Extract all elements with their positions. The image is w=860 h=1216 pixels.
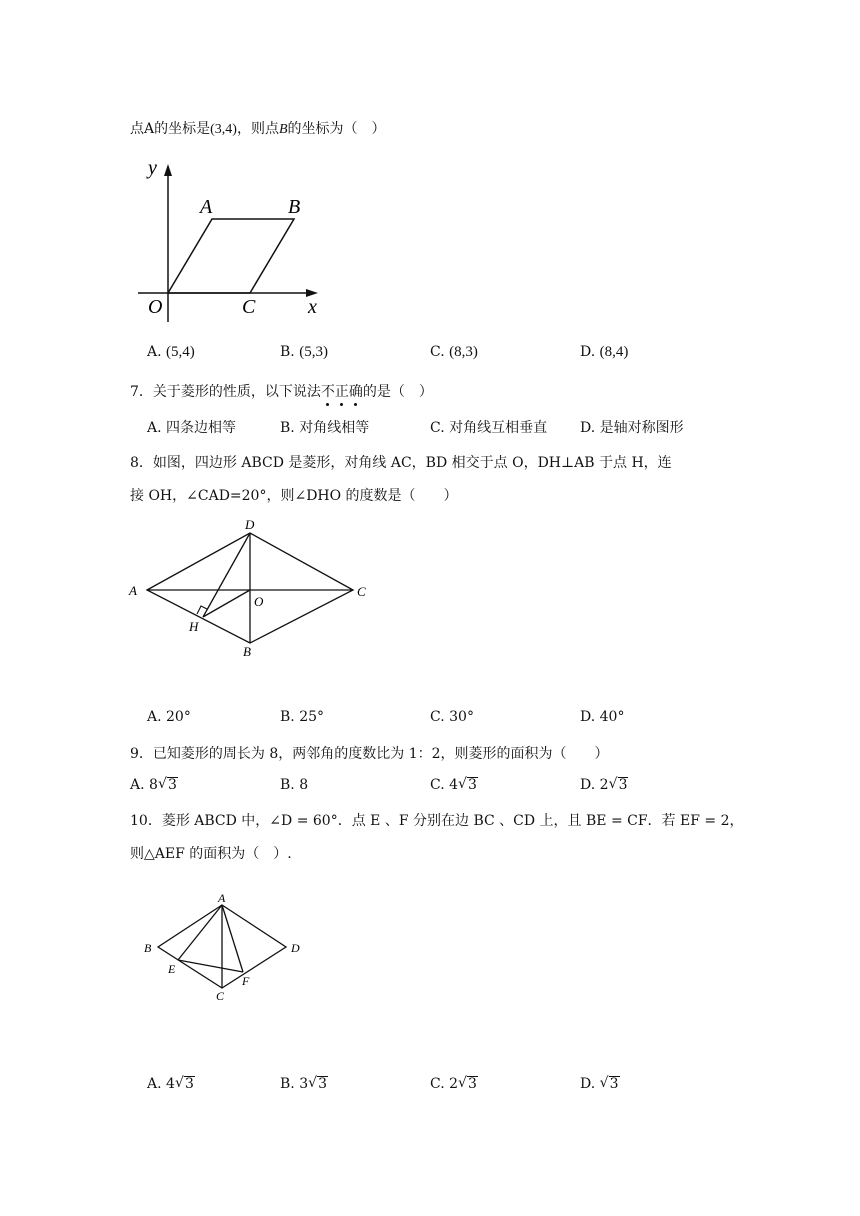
sqrt-sign <box>609 777 629 793</box>
q10-stem-line2: 则△AEF 的面积为（ ）. <box>130 846 292 862</box>
choice-value: 是轴对称图形 <box>599 420 684 436</box>
q6-label-b: B <box>288 196 301 218</box>
q7-choice-b[interactable] <box>280 417 369 437</box>
q10-choice-b[interactable] <box>280 1076 328 1092</box>
choice-letter: A. <box>147 1076 162 1092</box>
q10-figure-rhombus <box>138 892 328 1012</box>
choice-letter: B. <box>280 1076 295 1092</box>
q9-choice-d[interactable] <box>580 777 628 793</box>
q6-choice-c[interactable] <box>430 344 478 361</box>
q7-choice-d[interactable] <box>580 417 684 437</box>
choice-value: 20° <box>166 709 191 725</box>
choice-letter: D. <box>580 344 596 360</box>
choice-value: (5,4) <box>166 344 195 360</box>
q9-stem: 9．已知菱形的周长为 8，两邻角的度数比为 1：2，则菱形的面积为（ ） <box>130 746 609 762</box>
q10-label-b: B <box>144 941 152 955</box>
q6-label-x: x <box>308 296 317 318</box>
q6-label-o: O <box>148 296 163 318</box>
choice-letter: D. <box>580 777 596 793</box>
q10-choice-a[interactable] <box>147 1076 195 1092</box>
choice-letter: B. <box>280 777 295 793</box>
choice-letter: A. <box>147 709 162 725</box>
q6-stem <box>130 118 386 138</box>
choice-radicand: 3 <box>468 777 477 793</box>
sqrt-sign <box>308 1076 328 1092</box>
choice-letter: A. <box>147 420 162 436</box>
q6-stem-point: B <box>278 122 288 137</box>
q7-stem-text: 7．关于菱形的性质，以下说法 <box>130 384 321 400</box>
q8-figure-rhombus <box>125 515 375 660</box>
choice-letter: B. <box>280 709 295 725</box>
q8-label-h: H <box>189 619 199 634</box>
q6-stem-coord: (3,4) <box>210 122 237 137</box>
choice-value: (8,4) <box>599 344 629 360</box>
q6-figure-parallelogram <box>130 150 330 325</box>
q10-label-e: E <box>168 962 176 976</box>
choice-radicand: 3 <box>167 777 177 793</box>
choice-radicand: 3 <box>609 1076 619 1092</box>
q6-label-y: y <box>148 157 157 179</box>
q6-label-c: C <box>242 296 256 318</box>
choice-letter: D. <box>580 709 596 725</box>
choice-coef: 2 <box>449 1076 459 1092</box>
choice-letter: A. <box>130 777 145 793</box>
q8-label-a: A <box>129 583 137 598</box>
choice-radicand: 3 <box>618 777 628 793</box>
q8-label-c: C <box>357 584 366 599</box>
q8-choice-a[interactable] <box>147 709 191 725</box>
q7-choice-a[interactable] <box>147 417 236 437</box>
choice-value: 40° <box>599 709 625 725</box>
choice-value: 30° <box>449 709 474 725</box>
choice-letter: C. <box>430 344 445 360</box>
choice-radicand: 3 <box>184 1076 194 1092</box>
q8-choice-b[interactable] <box>280 709 324 725</box>
q9-choice-b[interactable] <box>280 777 308 793</box>
choice-letter: B. <box>280 344 295 360</box>
q10-label-c: C <box>216 989 225 1003</box>
q8-label-o: O <box>254 594 264 609</box>
choice-letter: D. <box>580 420 596 436</box>
choice-radicand: 3 <box>318 1076 328 1092</box>
q8-label-d: D <box>245 517 255 532</box>
q7-emphasis-3: 确 <box>348 384 363 400</box>
q6-stem-text-2: ，则点 <box>236 121 279 137</box>
q8-choice-c[interactable] <box>430 709 474 725</box>
q6-label-a: A <box>200 196 213 218</box>
choice-letter: C. <box>430 777 445 793</box>
choice-letter: C. <box>430 1076 445 1092</box>
choice-value: (8,3) <box>449 344 478 360</box>
choice-letter: D. <box>580 1076 596 1092</box>
choice-coef: 4 <box>449 777 459 793</box>
q9-choice-a[interactable] <box>130 777 178 793</box>
q8-stem-line1: 8．如图，四边形 ABCD 是菱形，对角线 AC，BD 相交于点 O，DH⊥AB 于点 H，连 <box>130 455 672 471</box>
q7-emphasis-2: 正 <box>334 384 349 400</box>
choice-letter: C. <box>430 420 445 436</box>
choice-coef: 8 <box>149 777 158 793</box>
q8-label-b: B <box>243 644 251 659</box>
q7-choice-c[interactable] <box>430 417 547 437</box>
choice-value: 对角线互相垂直 <box>449 420 548 436</box>
choice-value: 对角线相等 <box>299 420 370 436</box>
choice-letter: B. <box>280 420 295 436</box>
choice-coef: 2 <box>599 777 609 793</box>
choice-coef: 4 <box>166 1076 175 1092</box>
q6-stem-text-3: 的坐标为（ ） <box>287 121 386 137</box>
sqrt-sign <box>158 777 178 793</box>
q6-stem-text: 点A的坐标是 <box>130 121 211 137</box>
choice-value: 25° <box>299 709 325 725</box>
q6-choice-d[interactable] <box>580 344 628 361</box>
choice-letter: C. <box>430 709 445 725</box>
q10-label-f: F <box>242 974 250 988</box>
q8-stem-line2: 接 OH，∠CAD=20°，则∠DHO 的度数是（ ） <box>130 488 458 504</box>
q10-choice-c[interactable] <box>430 1076 478 1092</box>
q8-choice-d[interactable] <box>580 709 624 725</box>
q7-stem-text-2: 的是（ ） <box>362 384 433 400</box>
q6-choice-b[interactable] <box>280 344 328 361</box>
sqrt-sign <box>458 1076 478 1092</box>
q10-stem-line1: 10．菱形 ABCD 中，∠D = 60°．点 E 、F 分别在边 BC 、CD 上，且 BE = CF．若 EF = 2， <box>130 813 744 829</box>
q7-emphasis-1: 不 <box>320 384 335 400</box>
q10-label-a: A <box>218 891 226 905</box>
q9-choice-c[interactable] <box>430 777 478 793</box>
choice-coef: 3 <box>299 1076 309 1092</box>
sqrt-sign <box>175 1076 195 1092</box>
choice-letter: A. <box>147 344 162 360</box>
q6-choice-a[interactable] <box>147 344 195 361</box>
q7-stem <box>130 381 433 401</box>
q10-choice-d[interactable] <box>580 1076 620 1092</box>
sqrt-sign <box>458 777 478 793</box>
choice-value: 四条边相等 <box>166 420 237 436</box>
choice-coef: 8 <box>299 777 309 793</box>
q10-label-d: D <box>291 941 300 955</box>
sqrt-sign <box>600 1076 620 1092</box>
choice-value: (5,3) <box>299 344 328 360</box>
choice-radicand: 3 <box>468 1076 477 1092</box>
